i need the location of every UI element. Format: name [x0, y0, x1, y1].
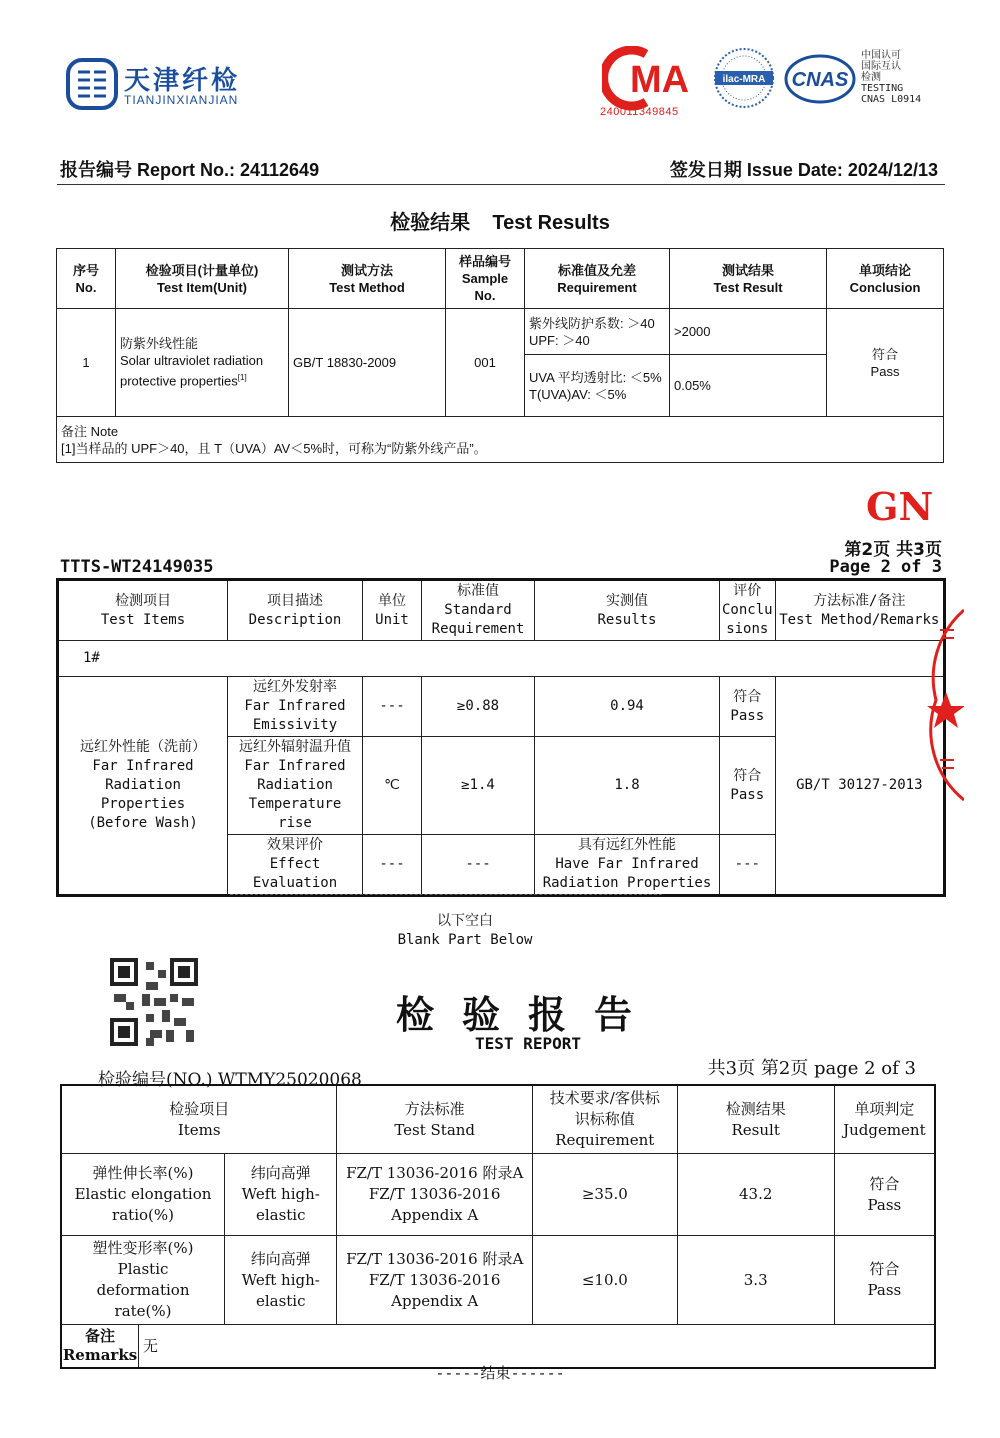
- red-seal-icon: [924, 600, 964, 810]
- result-cell: 1.8: [535, 737, 720, 835]
- header-test-stand: 方法标准 Test Stand: [337, 1085, 532, 1154]
- standard-cell: ---: [422, 835, 535, 896]
- header-unit: 单位 Unit: [363, 580, 422, 641]
- cma-label: MA: [630, 59, 690, 101]
- logo-text-cn: 天津纤检: [124, 66, 241, 96]
- header-test-items: 检测项目 Test Items: [58, 580, 228, 641]
- sample-label: 1#: [58, 641, 945, 677]
- result-cell: 0.94: [535, 677, 720, 737]
- requirement-cell: ≤10.0: [532, 1236, 677, 1325]
- stamp-gn: GN: [866, 484, 934, 529]
- requirement-cell: ≥35.0: [532, 1154, 677, 1236]
- header-judgement: 单项判定 Judgement: [834, 1085, 935, 1154]
- unit-cell: ---: [363, 677, 422, 737]
- dashed-divider: [230, 894, 662, 895]
- logo-text-en: TIANJINXIANJIAN: [124, 93, 239, 107]
- standard-cell: ≥1.4: [422, 737, 535, 835]
- cma-number: 240011349845: [600, 106, 679, 118]
- cnas-label: CNAS: [791, 69, 849, 91]
- test-results-table: [56, 248, 944, 463]
- report-number: 报告编号 Report No.: 24112649: [60, 160, 320, 180]
- cnas-line: 国际互认: [861, 61, 901, 72]
- sub-item-cell: 纬向高弹 Weft high- elastic: [225, 1236, 337, 1325]
- header-conclusions: 评价 Conclu sions: [720, 580, 776, 641]
- header-results: 实测值 Results: [535, 580, 720, 641]
- header-items: 检验项目 Items: [61, 1085, 337, 1154]
- row-requirement-2: UVA 平均透射比: ＜5% T(UVA)AV: ＜5%: [525, 355, 670, 417]
- row-method: GB/T 18830-2009: [289, 309, 446, 417]
- judgement-cell: 符合 Pass: [834, 1154, 935, 1236]
- sub-item-cell: 纬向高弹 Weft high- elastic: [225, 1154, 337, 1236]
- header-method: 测试方法 Test Method: [289, 249, 446, 309]
- method-cell: FZ/T 13036-2016 附录A FZ/T 13036-2016 Appendix A: [337, 1154, 532, 1236]
- inspection-number: 检验编号(NO.) WTMY25020068: [98, 1070, 362, 1090]
- header-standard: 标准值 Standard Requirement: [422, 580, 535, 641]
- method-cell: FZ/T 13036-2016 附录A FZ/T 13036-2016 Appendix A: [337, 1236, 532, 1325]
- judgement-cell: 符合 Pass: [834, 1236, 935, 1325]
- header-no: 序号 No.: [57, 249, 116, 309]
- result-cell: 43.2: [677, 1154, 834, 1236]
- divider: [57, 184, 945, 185]
- issue-date: 签发日期 Issue Date: 2024/12/13: [669, 160, 938, 180]
- row-no: 1: [57, 309, 116, 417]
- unit-cell: ℃: [363, 737, 422, 835]
- item-cell: 弹性伸长率(%) Elastic elongation ratio(%): [61, 1154, 225, 1236]
- note-cell: 备注 Note [1]当样品的 UPF＞40，且 T（UVA）AV＜5%时，可称为“防紫外线产品”。: [57, 417, 944, 463]
- item-cell: 塑性变形率(%) Plastic deformation rate(%): [61, 1236, 225, 1325]
- cnas-line: 检测: [861, 72, 881, 83]
- blank-part-below: 以下空白 Blank Part Below: [397, 913, 533, 948]
- end-marker: -----结束------: [435, 1364, 565, 1382]
- cnas-line: CNAS L0914: [861, 94, 922, 105]
- ilac-label: ilac-MRA: [722, 74, 766, 85]
- header-method-remarks: 方法标准/备注 Test Method/Remarks: [775, 580, 944, 641]
- cnas-caption: [861, 50, 921, 105]
- desc-cell: 效果评价 Effect Evaluation: [228, 835, 363, 896]
- test-item-cell: 远红外性能（洗前） Far Infrared Radiation Properties (Before Wash): [58, 677, 228, 896]
- remarks-label: 备注 Remarks: [62, 1325, 139, 1367]
- ilac-mra-logo-icon: [713, 47, 775, 109]
- cnas-logo-icon: [784, 54, 856, 104]
- test-report-title: 检验报告: [395, 992, 660, 1037]
- section-title: 检验结果 Test Results: [390, 212, 610, 234]
- report-id: TTTS-WT24149035: [60, 557, 214, 577]
- conclusion-cell: 符合 Pass: [720, 677, 776, 737]
- header-result: 检测结果 Result: [677, 1085, 834, 1154]
- row-result-1: >2000: [670, 309, 827, 355]
- result-cell: 3.3: [677, 1236, 834, 1325]
- test-report-title-en: TEST REPORT: [475, 1034, 581, 1053]
- header-item: 检验项目(计量单位) Test Item(Unit): [116, 249, 289, 309]
- result-cell: 具有远红外性能 Have Far Infrared Radiation Properties: [535, 835, 720, 896]
- page-number-cn: 第2页 共3页: [844, 540, 942, 560]
- far-infrared-table: [56, 578, 946, 897]
- desc-cell: 远红外发射率 Far Infrared Emissivity: [228, 677, 363, 737]
- remarks-value: 无: [143, 1336, 159, 1355]
- row-item: 防紫外线性能 Solar ultraviolet radiation protective properties[1]: [116, 309, 289, 417]
- header-requirement: 技术要求/客供标 识标称值 Requirement: [532, 1085, 677, 1154]
- header-requirement: 标准值及允差 Requirement: [525, 249, 670, 309]
- row-requirement-1: 紫外线防护系数: ＞40 UPF: ＞40: [525, 309, 670, 355]
- desc-cell: 远红外辐射温升值 Far Infrared Radiation Temperature rise: [228, 737, 363, 835]
- row-sample: 001: [446, 309, 525, 417]
- elastic-test-table: [60, 1084, 936, 1369]
- conclusion-cell: 符合 Pass: [720, 737, 776, 835]
- tianjin-logo-icon: [66, 58, 118, 110]
- unit-cell: ---: [363, 835, 422, 896]
- standard-cell: ≥0.88: [422, 677, 535, 737]
- header-description: 项目描述 Description: [228, 580, 363, 641]
- cnas-line: 中国认可: [861, 50, 901, 61]
- method-cell: GB/T 30127-2013: [775, 677, 944, 896]
- row-result-2: 0.05%: [670, 355, 827, 417]
- header-conclusion: 单项结论 Conclusion: [827, 249, 944, 309]
- conclusion-cell: ---: [720, 835, 776, 896]
- page-number-en: Page 2 of 3: [829, 557, 942, 577]
- header-sample: 样品编号 Sample No.: [446, 249, 525, 309]
- page-number: 共3页 第2页 page 2 of 3: [707, 1058, 916, 1079]
- row-conclusion: 符合 Pass: [827, 309, 944, 417]
- cnas-line: TESTING: [861, 83, 904, 94]
- header-result: 测试结果 Test Result: [670, 249, 827, 309]
